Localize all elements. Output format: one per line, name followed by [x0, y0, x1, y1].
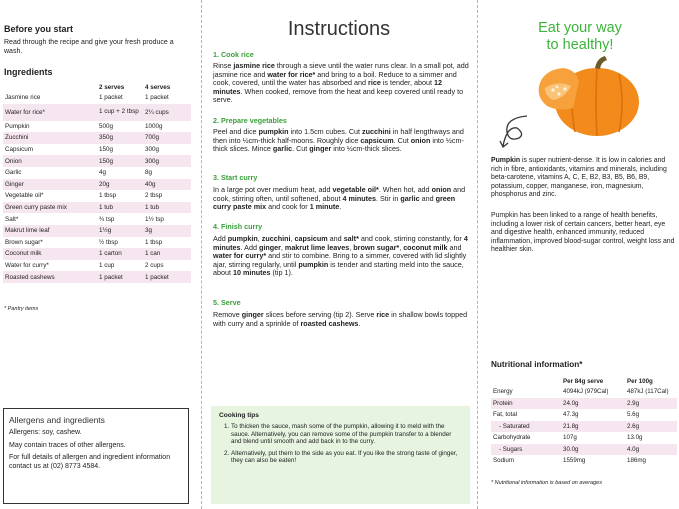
cooking-tip: 2. Alternatively, put them to the side as you eat. If you like the strong taste of ginger, they can also be eaten!	[231, 450, 462, 465]
cooking-tips-list	[219, 423, 462, 465]
pumpkin-nutrient-text	[491, 157, 677, 200]
step-4-heading: 4. Finish curry	[213, 222, 263, 231]
header-4-serves: 4 serves	[145, 83, 171, 91]
nutrient-per-100g: 13.0g	[627, 434, 643, 442]
allergen-traces: May contain traces of other allergens.	[9, 441, 126, 449]
ingredient-row	[3, 248, 191, 260]
ingredient-4-serves: 2 cups	[145, 262, 164, 270]
ingredient-row	[3, 155, 191, 167]
ingredient-4-serves: 1 can	[143, 248, 191, 260]
nutrition-row	[491, 386, 677, 398]
ingredient-name: Jasmine rice	[5, 94, 41, 102]
header-per-serve: Per 84g serve	[563, 377, 604, 385]
ingredient-name: Brown sugar*	[5, 238, 43, 246]
step-4-text: Add pumpkin, zucchini, capsicum and salt* and cook, stirring constantly, for 4 minutes. Add ginger, makrut lime leaves, brown sugar*, coconut milk and water for curry* and stir to combine. Bring to a simmer, covered with lid slightly ajar, stirring regularly, until pumpkin is tender and starting meld into the sauce, about 10 minutes (tip 1).	[213, 234, 468, 278]
nutrition-table	[491, 376, 677, 467]
curly-arrow-icon	[497, 112, 533, 152]
ingredient-2-serves: 20g	[97, 179, 143, 191]
pantry-note: * Pantry items	[4, 306, 39, 312]
ingredient-name: Garlic	[5, 169, 22, 177]
nutrient-per-100g: 186mg	[627, 457, 646, 465]
nutrient-per-100g: 5.6g	[627, 411, 640, 419]
ingredient-4-serves: 40g	[143, 179, 191, 191]
ingredient-2-serves: 1 cup	[99, 262, 115, 270]
ingredient-4-serves: 1000g	[145, 122, 163, 130]
heading-line-2: to healthy!	[546, 37, 614, 53]
ingredient-2-serves: 150g	[99, 146, 114, 154]
cooking-tip: 1. To thicken the sauce, mash some of the pumpkin, allowing it to meld with the sauce. Alternatively, you can remove some of the pumpkin transfer to a blender and blend until smooth and add back in to the curry.	[231, 423, 462, 446]
nutrient-name: - Saturated	[491, 421, 561, 433]
step-2-heading: 2. Prepare vegetables	[213, 116, 287, 125]
nutrient-name: Carbohydrate	[493, 434, 531, 442]
ingredient-2-serves: 1 packet	[97, 271, 143, 283]
ingredient-row	[3, 144, 191, 156]
nutrient-per-100g: 2.9g	[625, 398, 677, 410]
nutrition-row	[491, 409, 677, 421]
nutrient-name: Energy	[493, 388, 513, 396]
ingredient-2-serves: ¾ tsp	[99, 215, 115, 223]
ingredient-4-serves: 3g	[143, 225, 191, 237]
middle-column	[205, 0, 473, 509]
step-1-text: Rinse jasmine rice through a sieve until the water runs clear. In a small pot, add jasmine rice and water for rice* and bring to a boil. Reduce to a simmer and cook, covered, until the water has absorbed and rice is tender, about 12 minutes. When cooked, remove from the heat and keep covered until ready to serve.	[213, 61, 469, 105]
nutrient-per-100g: 487kJ (117Cal)	[627, 388, 669, 396]
nutrition-header-row	[491, 376, 677, 386]
step-5-text: Remove ginger slices before serving (tip 2). Serve rice in shallow bowls topped with curry and a sprinkle of roasted cashews.	[213, 310, 468, 328]
step-5-heading: 5. Serve	[213, 298, 241, 307]
header-per-100g: Per 100g	[627, 377, 653, 385]
ingredient-row	[3, 237, 191, 249]
ingredient-4-serves: 300g	[145, 146, 160, 154]
step-2-text: Peel and dice pumpkin into 1.5cm cubes. Cut zucchini in half lengthways and then into ½cm-thick half-moons. Roughly dice capsicum. Cut onion into ½cm-thick slices. Mince garlic. Cut ginger into ½cm-thick slices.	[213, 127, 464, 154]
ingredients-header-row	[3, 82, 191, 92]
heading-line-1: Eat your way	[538, 20, 622, 36]
ingredient-2-serves: 350g	[97, 132, 143, 144]
ingredient-row	[3, 132, 191, 144]
cooking-tips-box	[211, 406, 470, 504]
ingredient-4-serves: 2¼ cups	[143, 104, 191, 121]
ingredient-2-serves: 1 carton	[97, 248, 143, 260]
step-3-text: In a large pot over medium heat, add vegetable oil*. When hot, add onion and cook, stirring often, until softened, about 4 minutes. Stir in garlic and green curry paste mix and cook for 1 minute.	[213, 185, 466, 212]
ingredient-2-serves: 1 tub	[97, 202, 143, 214]
pumpkin-nutrient-body: is super nutrient-dense. It is low in calories and rich in fibre, antioxidants, vitamins and minerals, including beta-carotene, vitamins A, C, E, B2, B3, B5, B6, B9, potassium, copper, manganese, iron, magnesium, phosphorus and zinc.	[491, 157, 667, 198]
nutrient-per-100g: 4.0g	[625, 444, 677, 456]
step-3-heading: 3. Start curry	[213, 173, 258, 182]
ingredient-name: Capsicum	[5, 146, 33, 154]
eat-your-way-heading	[481, 20, 679, 54]
ingredient-4-serves: 1 packet	[143, 271, 191, 283]
nutrition-row	[491, 421, 677, 433]
nutrition-footnote: * Nutritional information is based on averages	[491, 480, 602, 486]
ingredient-name: Ginger	[3, 179, 97, 191]
allergen-line: Allergens: soy, cashew.	[9, 429, 82, 436]
left-column	[0, 0, 197, 509]
ingredient-name: Pumpkin	[5, 122, 30, 130]
step-1-heading: 1. Cook rice	[213, 50, 254, 59]
ingredient-row	[3, 121, 191, 133]
nutrient-name: Protein	[491, 398, 561, 410]
ingredient-4-serves: 1 tbsp	[145, 238, 163, 246]
ingredient-row	[3, 167, 191, 179]
ingredient-4-serves: 700g	[143, 132, 191, 144]
allergen-contact: For full details of allergen and ingredient information contact us at (02) 8773 4584.	[9, 454, 171, 470]
nutritional-info-heading: Nutritional information*	[491, 360, 583, 369]
ingredient-name: Makrut lime leaf	[3, 225, 97, 237]
ingredient-4-serves: 1 packet	[145, 94, 169, 102]
ingredient-4-serves: 1½ tsp	[145, 215, 164, 223]
ingredient-name: Zucchini	[3, 132, 97, 144]
ingredient-2-serves: 150g	[97, 155, 143, 167]
ingredient-2-serves: 1 cup + 2 tbsp	[97, 104, 143, 121]
ingredient-2-serves: 1½g	[97, 225, 143, 237]
ingredient-row	[3, 260, 191, 272]
ingredient-row	[3, 225, 191, 237]
right-column	[481, 0, 679, 509]
ingredients-table	[3, 82, 191, 283]
ingredient-name: Water for curry*	[5, 262, 49, 270]
ingredient-row	[3, 213, 191, 225]
ingredient-row	[3, 202, 191, 214]
ingredient-4-serves: 2 tbsp	[145, 192, 163, 200]
nutrient-name: - Sugars	[491, 444, 561, 456]
column-divider	[477, 0, 478, 509]
pumpkin-image	[535, 52, 645, 142]
instructions-title: Instructions	[287, 18, 391, 40]
nutrient-name: Sodium	[493, 457, 514, 465]
allergen-heading: Allergens and ingredients	[9, 415, 105, 425]
ingredient-name: Vegetable oil*	[5, 192, 44, 200]
ingredient-2-serves: 4g	[99, 169, 107, 177]
nutrient-per-100g: 2.6g	[625, 421, 677, 433]
column-divider	[201, 0, 202, 509]
ingredient-name: Roasted cashews	[3, 271, 97, 283]
cooking-tips-heading: Cooking tips	[219, 412, 259, 419]
ingredient-row	[3, 104, 191, 121]
nutrient-per-serve: 4094kJ (979Cal)	[563, 388, 609, 396]
ingredient-row	[3, 271, 191, 283]
ingredient-name: Green curry paste mix	[3, 202, 97, 214]
before-you-start-text: Read through the recipe and give your fresh produce a wash.	[4, 39, 174, 55]
ingredient-2-serves: ½ tbsp	[99, 238, 118, 246]
ingredient-2-serves: 1 tbsp	[99, 192, 117, 200]
ingredient-2-serves: 500g	[99, 122, 114, 130]
ingredients-heading: Ingredients	[4, 67, 53, 77]
nutrient-per-serve: 30.0g	[561, 444, 625, 456]
ingredient-4-serves: 300g	[143, 155, 191, 167]
header-blank	[491, 376, 561, 386]
nutrition-row	[491, 398, 677, 410]
ingredient-2-serves: 1 packet	[99, 94, 123, 102]
before-you-start-heading: Before you start	[4, 24, 74, 34]
header-blank	[3, 82, 97, 92]
nutrient-per-serve: 47.3g	[563, 411, 579, 419]
nutrition-row	[491, 432, 677, 444]
nutrition-row	[491, 455, 677, 467]
nutrient-per-serve: 1559mg	[563, 457, 586, 465]
ingredient-name: Salt*	[5, 215, 19, 223]
ingredient-4-serves: 1 tub	[143, 202, 191, 214]
ingredient-row	[3, 92, 191, 104]
nutrient-per-serve: 107g	[563, 434, 577, 442]
pumpkin-bold: Pumpkin	[491, 157, 521, 164]
ingredient-4-serves: 8g	[145, 169, 153, 177]
allergen-box	[3, 408, 189, 504]
header-2-serves: 2 serves	[99, 83, 125, 91]
nutrition-row	[491, 444, 677, 456]
ingredient-row	[3, 179, 191, 191]
ingredient-name: Water for rice*	[3, 104, 97, 121]
nutrient-name: Fat, total	[493, 411, 518, 419]
ingredient-name: Onion	[3, 155, 97, 167]
ingredient-name: Coconut milk	[3, 248, 97, 260]
nutrient-per-serve: 21.8g	[561, 421, 625, 433]
pumpkin-benefits-text: Pumpkin has been linked to a range of health benefits, including a lower risk of certain cancers, better heart, eye and digestive health, enhanced immunity, reduced inflammation, improved blood-sugar control, weight loss and healthier skin.	[491, 212, 675, 253]
ingredient-row	[3, 190, 191, 202]
nutrient-per-serve: 24.0g	[561, 398, 625, 410]
